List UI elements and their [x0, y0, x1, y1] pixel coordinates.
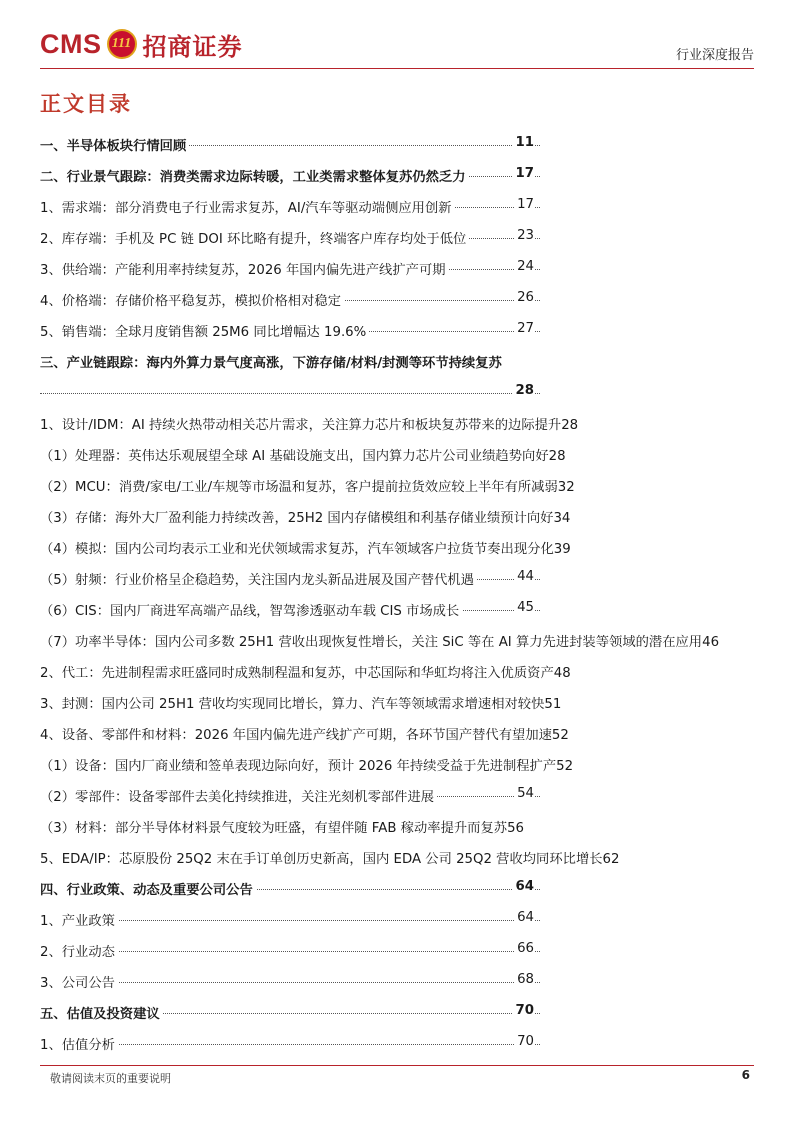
- toc-entry[interactable]: [40, 285, 540, 316]
- toc-entry[interactable]: [40, 688, 562, 719]
- toc-entry-label: （4）模拟：国内公司均表示工业和光伏领域需求复苏，汽车领域客户拉货节奏出现分化39: [40, 538, 571, 557]
- toc-entry[interactable]: [40, 657, 571, 688]
- toc-entry[interactable]: [40, 595, 540, 626]
- toc-entry-page: 62: [602, 852, 620, 867]
- toc-entry[interactable]: [40, 564, 540, 595]
- toc-entry-label: 5、EDA/IP：芯原股份 25Q2 末在手订单创历史新高，国内 EDA 公司 25Q2 营收均同环比增长62: [40, 848, 619, 867]
- toc-entry[interactable]: [40, 130, 540, 161]
- toc-entry-page: 32: [557, 480, 575, 495]
- toc-entry[interactable]: [40, 223, 540, 254]
- toc-entry-label: 五、估值及投资建议: [40, 1003, 163, 1022]
- toc-entry-page: 46: [702, 635, 720, 650]
- toc-entry-label: 二、行业景气跟踪：消费类需求边际转暖，工业类需求整体复苏仍然乏力: [40, 166, 469, 185]
- toc-entry[interactable]: [40, 316, 540, 347]
- header-divider: [40, 68, 754, 69]
- report-type-label: 行业深度报告: [675, 48, 754, 63]
- toc-entry-label: （6）CIS：国内厂商进军高端产品线，智驾渗透驱动车载 CIS 市场成长: [40, 600, 462, 619]
- toc-entry-page: 56: [507, 821, 524, 836]
- toc-entry[interactable]: [40, 905, 540, 936]
- toc-entry-label: 三、产业链跟踪：海内外算力景气度高涨，下游存储/材料/封测等环节持续复苏: [40, 352, 505, 371]
- toc-entry-page: 28: [548, 449, 566, 464]
- toc-entry-page: 52: [551, 728, 569, 743]
- toc-entry-label: 1、估值分析: [40, 1034, 118, 1053]
- toc-entry-page: 44: [514, 569, 534, 584]
- company-logo: [40, 24, 243, 64]
- toc-entry-page: 70: [514, 1034, 534, 1049]
- toc-entry-page: 17: [512, 166, 534, 181]
- toc-entry-page: 39: [553, 542, 571, 557]
- toc-entry-label: 1、需求端：部分消费电子行业需求复苏，AI/汽车等驱动端侧应用创新: [40, 197, 455, 216]
- toc-entry-page: 23: [514, 228, 534, 243]
- toc-entry-label: （7）功率半导体：国内公司多数 25H1 营收出现恢复性增长，关注 SiC 等在 AI 算力先进封装等领域的潜在应用46: [40, 631, 719, 650]
- logo-badge-text: 111: [111, 36, 132, 51]
- toc-entry-page: 26: [514, 290, 534, 305]
- toc-entry-page: 11: [512, 135, 534, 150]
- toc-entry-label: 5、销售端：全球月度销售额 25M6 同比增幅达 19.6%: [40, 321, 369, 340]
- toc-entry[interactable]: [40, 936, 540, 967]
- toc-entry-label: 一、半导体板块行情回顾: [40, 135, 189, 154]
- toc-entry-label: （1）设备：国内厂商业绩和签单表现边际向好，预计 2026 年持续受益于先进制程扩产52: [40, 755, 573, 774]
- toc-entry[interactable]: [40, 378, 540, 409]
- toc-entry[interactable]: [40, 750, 574, 781]
- toc-entry[interactable]: [40, 626, 720, 657]
- toc-leader-dots: [40, 393, 540, 394]
- toc-entry-page: 68: [514, 972, 534, 987]
- logo-company-name: 招商证券: [142, 31, 243, 61]
- toc-entry-page: 70: [512, 1003, 534, 1018]
- logo-cms-text: CMS: [40, 28, 102, 59]
- toc-entry-page: 52: [556, 759, 574, 774]
- toc-entry-label: （3）存储：海外大厂盈利能力持续改善，25H2 国内存储模组和利基存储业绩预计向好34: [40, 507, 570, 526]
- toc-entry-label: 3、公司公告: [40, 972, 118, 991]
- toc-entry[interactable]: [40, 843, 620, 874]
- toc-entry-label: 4、设备、零部件和材料：2026 年国内偏先进产线扩产可期，各环节国产替代有望加速52: [40, 724, 569, 743]
- toc-entry[interactable]: [40, 1029, 540, 1060]
- toc-entry[interactable]: [40, 192, 540, 223]
- toc-entry-label: （1）处理器：英伟达乐观展望全球 AI 基础设施支出，国内算力芯片公司业绩趋势向好28: [40, 445, 566, 464]
- toc-entry[interactable]: [40, 719, 569, 750]
- toc-entry-page: 34: [553, 511, 571, 526]
- toc-entry-label: 1、设计/IDM：AI 持续火热带动相关芯片需求，关注算力芯片和板块复苏带来的边际提升28: [40, 414, 578, 433]
- toc-entry[interactable]: [40, 874, 540, 905]
- toc-entry-page: 17: [514, 197, 534, 212]
- toc-entry-label: 四、行业政策、动态及重要公司公告: [40, 879, 256, 898]
- toc-entry-page: 64: [514, 910, 534, 925]
- footer-disclaimer: 敬请阅读末页的重要说明: [50, 1072, 171, 1085]
- toc-entry-page: 45: [514, 600, 534, 615]
- toc-entry-label: 4、价格端：存储价格平稳复苏，模拟价格相对稳定: [40, 290, 344, 309]
- toc-entry[interactable]: [40, 254, 540, 285]
- toc-entry-label: 3、封测：国内公司 25H1 营收均实现同比增长，算力、汽车等领域需求增速相对较快51: [40, 693, 561, 712]
- toc-entry[interactable]: [40, 781, 540, 812]
- toc-entry-label: 3、供给端：产能利用率持续复苏，2026 年国内偏先进产线扩产可期: [40, 259, 449, 278]
- toc-entry-label: （2）零部件：设备零部件去美化持续推进，关注光刻机零部件进展: [40, 786, 437, 805]
- toc-entry-label: （5）射频：行业价格呈企稳趋势，关注国内龙头新品进展及国产替代机遇: [40, 569, 477, 588]
- toc-entry[interactable]: [40, 502, 571, 533]
- page-title: 正文目录: [40, 92, 132, 116]
- toc-entry-label: 2、代工：先进制程需求旺盛同时成熟制程温和复苏，中芯国际和华虹均将注入优质资产48: [40, 662, 571, 681]
- toc-entry[interactable]: [40, 409, 579, 440]
- toc-entry[interactable]: [40, 812, 540, 843]
- toc-entry-label: （3）材料：部分半导体材料景气度较为旺盛，有望伴随 FAB 稼动率提升而复苏56: [40, 817, 524, 836]
- toc-entry-page: 54: [514, 786, 534, 801]
- toc-entry-label: 2、行业动态: [40, 941, 118, 960]
- toc-entry-label: （2）MCU：消费/家电/工业/车规等市场温和复苏，客户提前拉货效应较上半年有所减弱32: [40, 476, 575, 495]
- toc-entry-page: 24: [514, 259, 534, 274]
- toc-entry[interactable]: [40, 998, 540, 1029]
- toc-entry[interactable]: [40, 471, 575, 502]
- toc-entry-page: 48: [553, 666, 571, 681]
- toc-entry[interactable]: [40, 161, 540, 192]
- toc-entry[interactable]: [40, 967, 540, 998]
- toc-entry-label: 1、产业政策: [40, 910, 118, 929]
- toc-entry-page: 66: [514, 941, 534, 956]
- toc-entry-page: 28: [512, 383, 534, 398]
- toc-entry-label: 2、库存端：手机及 PC 链 DOI 环比略有提升，终端客户库存均处于低位: [40, 228, 469, 247]
- footer-page-number: 6: [741, 1068, 750, 1082]
- logo-badge-icon: [107, 29, 137, 59]
- table-of-contents: [40, 130, 720, 1060]
- footer-divider: [40, 1065, 754, 1066]
- toc-entry-page: 51: [544, 697, 562, 712]
- toc-entry[interactable]: [40, 440, 566, 471]
- toc-entry-page: 64: [512, 879, 534, 894]
- toc-entry-page: 27: [514, 321, 534, 336]
- toc-entry-page: 28: [561, 418, 579, 433]
- toc-entry[interactable]: [40, 347, 540, 378]
- page-header: [40, 24, 754, 68]
- toc-entry[interactable]: [40, 533, 571, 564]
